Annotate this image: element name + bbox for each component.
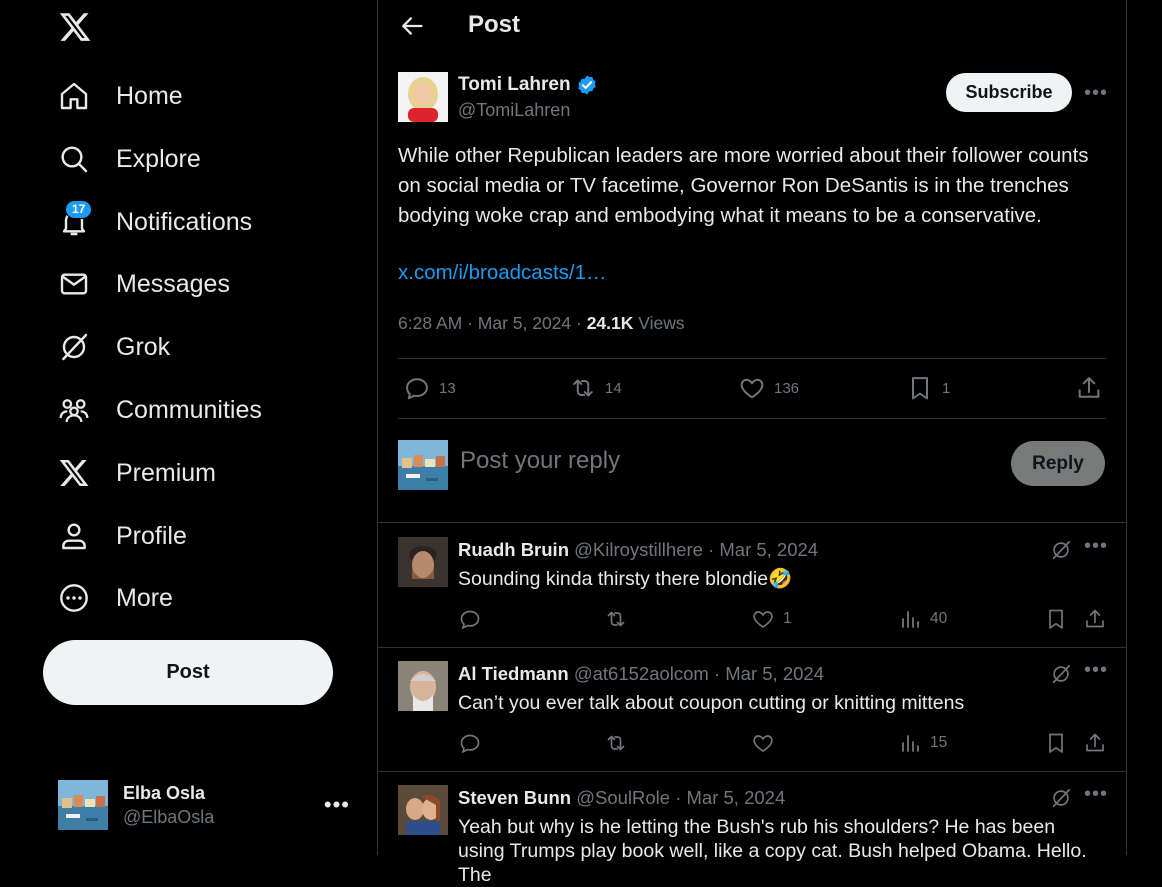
reply-item[interactable] [378, 771, 1126, 886]
grok-icon[interactable] [1050, 663, 1072, 685]
post-meta [398, 313, 685, 334]
author-handle[interactable]: @TomiLahren [458, 100, 571, 120]
nav-premium[interactable] [57, 451, 216, 495]
more-dots-icon[interactable]: ••• [323, 792, 350, 817]
grok-icon[interactable] [1050, 787, 1072, 809]
repost-action[interactable] [604, 607, 636, 631]
analytics-icon [898, 607, 922, 631]
reply-author-name[interactable]: Steven Bunn [458, 787, 572, 808]
like-action[interactable] [751, 607, 792, 631]
more-dots-icon[interactable]: ••• [1084, 535, 1109, 557]
more-dots-icon[interactable]: ••• [1084, 659, 1109, 681]
views-action[interactable] [898, 607, 947, 631]
author-name-text: Tomi Lahren [458, 74, 571, 95]
share-action[interactable] [1075, 374, 1111, 402]
like-action[interactable] [738, 374, 799, 402]
author-name[interactable] [458, 74, 598, 96]
bookmark-icon [1044, 731, 1068, 755]
person-icon [57, 519, 91, 553]
reply-avatar[interactable] [398, 785, 448, 835]
reply-header [458, 663, 824, 685]
reply-count: 13 [439, 379, 456, 397]
reply-avatar[interactable] [398, 537, 448, 587]
communities-icon [57, 393, 91, 427]
author-avatar[interactable] [398, 72, 448, 122]
like-icon [751, 731, 775, 755]
left-navigation [0, 0, 377, 855]
more-dots-icon[interactable]: ••• [1084, 783, 1109, 805]
reply-text: Yeah but why is he letting the Bush's rub his shoulders? He has been using Trumps play book well, like a copy cat. Bush helped Obama. Hello. The [458, 816, 1087, 886]
compose-post-button[interactable]: Post [43, 640, 333, 705]
reply-text: Can’t you ever talk about coupon cutting or knitting mittens [458, 692, 965, 714]
back-arrow-icon[interactable] [398, 12, 426, 40]
nav-explore-label: Explore [116, 144, 201, 173]
post-timestamp[interactable]: 6:28 AM · Mar 5, 2024 · [398, 313, 587, 333]
account-handle: @ElbaOsla [123, 806, 215, 827]
nav-profile[interactable] [57, 514, 187, 558]
bookmark-action[interactable] [1044, 607, 1076, 631]
nav-profile-label: Profile [116, 521, 187, 550]
nav-grok-label: Grok [116, 332, 171, 361]
nav-grok[interactable] [57, 325, 170, 369]
page-title: Post [468, 11, 521, 38]
main-column [377, 0, 1127, 886]
views-count: 15 [930, 734, 948, 751]
reply-author-name[interactable]: Ruadh Bruin [458, 539, 569, 560]
share-action[interactable] [1083, 607, 1115, 631]
share-icon [1083, 607, 1107, 631]
page-header [378, 0, 1126, 52]
avatar [58, 780, 108, 830]
reply-header [458, 539, 818, 561]
nav-communities-label: Communities [116, 395, 262, 424]
post-link[interactable]: x.com/i/broadcasts/1… [398, 261, 607, 284]
views-count: 40 [930, 610, 948, 627]
x-logo-icon[interactable] [57, 10, 93, 44]
views-action[interactable] [898, 731, 947, 755]
verified-badge-icon [576, 74, 598, 96]
share-icon [1075, 374, 1103, 402]
reply-item[interactable] [378, 523, 1126, 647]
bookmark-count: 1 [942, 379, 951, 397]
bookmark-action[interactable] [906, 374, 950, 402]
post-text: While other Republican leaders are more worried about their follower counts on social media or TV facetime, Governor Ron DeSantis is in the trenches bodying woke crap and embodying what it means to be a conservative. [398, 144, 1089, 227]
like-icon [751, 607, 775, 631]
repost-count: 14 [605, 379, 622, 397]
reply-meta: @SoulRole · Mar 5, 2024 [571, 787, 786, 808]
premium-x-icon [57, 456, 91, 490]
account-name: Elba Osla [123, 782, 206, 803]
search-icon [57, 142, 91, 176]
repost-icon [569, 374, 597, 402]
account-switcher[interactable] [58, 780, 358, 830]
bell-icon [57, 202, 91, 239]
reply-meta: @Kilroystillhere · Mar 5, 2024 [569, 539, 819, 560]
like-count: 1 [783, 610, 792, 627]
like-action[interactable] [751, 731, 783, 755]
reply-item[interactable] [378, 647, 1126, 771]
bookmark-action[interactable] [1044, 731, 1076, 755]
avatar [398, 440, 448, 490]
nav-home[interactable] [57, 74, 183, 118]
mail-icon [57, 267, 91, 301]
share-icon [1083, 731, 1107, 755]
reply-icon [458, 607, 482, 631]
nav-home-label: Home [116, 81, 183, 110]
like-icon [738, 374, 766, 402]
divider [398, 418, 1106, 419]
notification-count-badge: 17 [65, 200, 92, 219]
subscribe-button[interactable]: Subscribe [946, 73, 1072, 112]
nav-premium-label: Premium [116, 458, 217, 487]
grok-icon [57, 330, 91, 364]
analytics-icon [898, 731, 922, 755]
nav-messages[interactable] [57, 262, 230, 306]
grok-icon[interactable] [1050, 539, 1072, 561]
reply-avatar[interactable] [398, 661, 448, 711]
reply-button[interactable]: Reply [1011, 441, 1105, 486]
like-count: 136 [774, 379, 800, 397]
reply-meta: @at6152aolcom · Mar 5, 2024 [568, 663, 824, 684]
share-action[interactable] [1083, 731, 1115, 755]
nav-explore[interactable] [57, 137, 201, 181]
nav-more-label: More [116, 583, 173, 612]
nav-notifications[interactable] [57, 200, 252, 244]
more-circle-icon [57, 581, 91, 615]
nav-notifications-label: Notifications [116, 207, 253, 236]
repost-action[interactable] [604, 731, 636, 755]
reply-text: Sounding kinda thirsty there blondie🤣 [458, 568, 793, 590]
reply-icon [458, 731, 482, 755]
repost-icon [604, 607, 628, 631]
views-count: 24.1K [586, 313, 634, 333]
repost-icon [604, 731, 628, 755]
nav-more[interactable] [57, 576, 173, 620]
reply-action[interactable] [458, 607, 490, 631]
bookmark-icon [906, 374, 934, 402]
reply-action[interactable] [458, 731, 490, 755]
views-label: Views [633, 313, 685, 333]
repost-action[interactable] [569, 374, 622, 402]
bookmark-icon [1044, 607, 1068, 631]
nav-messages-label: Messages [116, 269, 230, 298]
nav-communities[interactable] [57, 388, 262, 432]
divider [398, 358, 1106, 359]
reply-icon [403, 374, 431, 402]
reply-author-name[interactable]: Al Tiedmann [458, 663, 569, 684]
reply-action[interactable] [403, 374, 456, 402]
reply-header [458, 787, 785, 809]
home-icon [57, 79, 91, 113]
reply-input[interactable]: Post your reply [460, 447, 621, 474]
more-dots-icon[interactable]: ••• [1084, 82, 1109, 104]
